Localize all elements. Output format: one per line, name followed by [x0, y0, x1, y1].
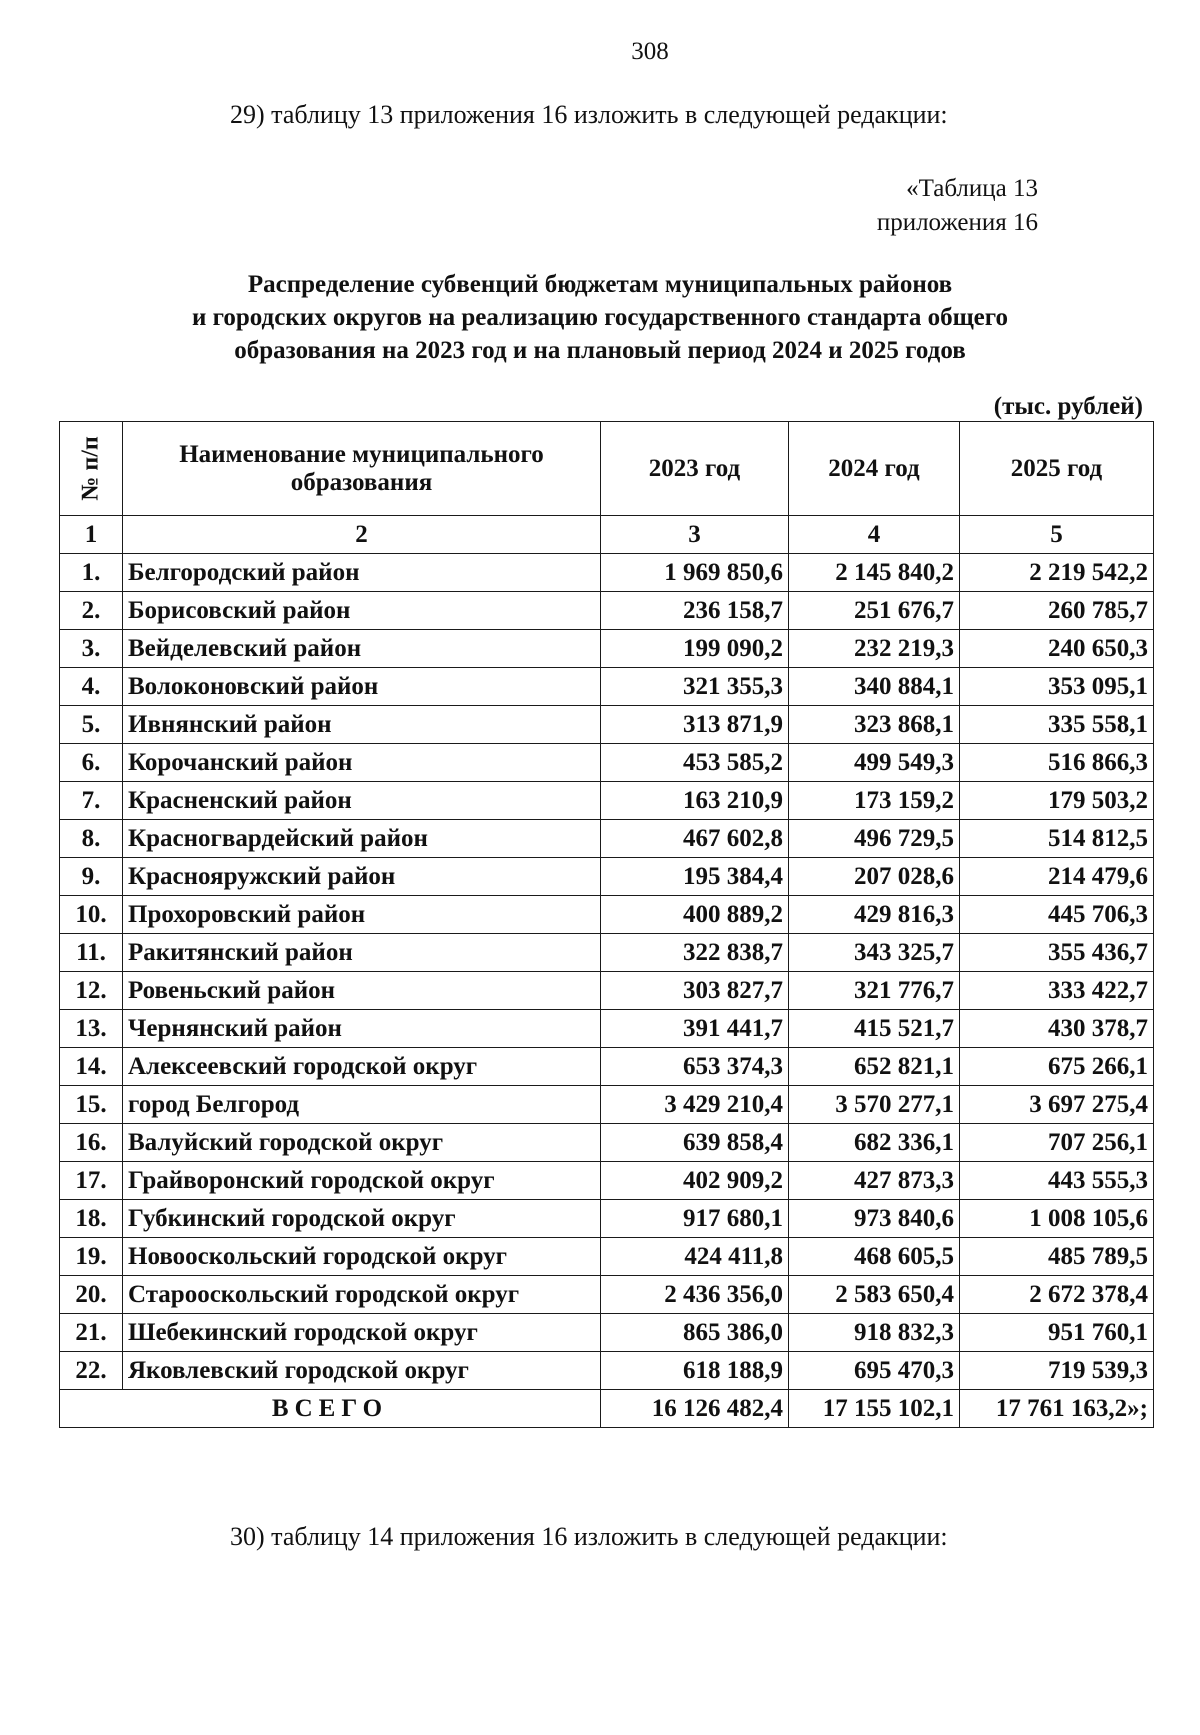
caption-line-1: «Таблица 13: [906, 175, 1038, 202]
value-2024: 173 159,2: [789, 782, 960, 820]
value-2023: 2 436 356,0: [601, 1276, 789, 1314]
row-number: 2.: [60, 592, 123, 630]
row-number: 5.: [60, 706, 123, 744]
value-2024: 652 821,1: [789, 1048, 960, 1086]
value-2025: 335 558,1: [960, 706, 1154, 744]
value-2024: 2 583 650,4: [789, 1276, 960, 1314]
header-2023: 2023 год: [601, 422, 789, 516]
municipality-name: Ровеньский район: [123, 972, 601, 1010]
table-row: [60, 896, 1154, 934]
value-2023: 322 838,7: [601, 934, 789, 972]
table-row: [60, 1124, 1154, 1162]
header-number-label: № п/п: [77, 436, 104, 501]
municipality-name: Старооскольский городской округ: [123, 1276, 601, 1314]
value-2024: 973 840,6: [789, 1200, 960, 1238]
municipality-name: Борисовский район: [123, 592, 601, 630]
subventions-table: [59, 421, 1154, 1428]
table-row: [60, 858, 1154, 896]
value-2024: 695 470,3: [789, 1352, 960, 1390]
table-row: [60, 1238, 1154, 1276]
table-row: [60, 1200, 1154, 1238]
total-2023: 16 126 482,4: [601, 1390, 789, 1428]
table-caption: [760, 172, 1038, 240]
municipality-name: Валуйский городской округ: [123, 1124, 601, 1162]
value-2024: 2 145 840,2: [789, 554, 960, 592]
table-row: [60, 592, 1154, 630]
caption-line-2: приложения 16: [876, 209, 1038, 236]
municipality-name: Чернянский район: [123, 1010, 601, 1048]
table-row: [60, 934, 1154, 972]
value-2025: 707 256,1: [960, 1124, 1154, 1162]
value-2024: 415 521,7: [789, 1010, 960, 1048]
value-2025: 516 866,3: [960, 744, 1154, 782]
value-2025: 1 008 105,6: [960, 1200, 1154, 1238]
value-2025: 353 095,1: [960, 668, 1154, 706]
value-2025: 675 266,1: [960, 1048, 1154, 1086]
table-row: [60, 1276, 1154, 1314]
value-2025: 333 422,7: [960, 972, 1154, 1010]
table-row: [60, 1086, 1154, 1124]
column-number: 4: [789, 516, 960, 554]
municipality-name: Вейделевский район: [123, 630, 601, 668]
value-2024: 323 868,1: [789, 706, 960, 744]
value-2025: 485 789,5: [960, 1238, 1154, 1276]
value-2023: 321 355,3: [601, 668, 789, 706]
municipality-name: Губкинский городской округ: [123, 1200, 601, 1238]
column-number: 2: [123, 516, 601, 554]
table-row: [60, 1352, 1154, 1390]
row-number: 19.: [60, 1238, 123, 1276]
page-number: 308: [631, 38, 669, 65]
table-row: [60, 706, 1154, 744]
municipality-name: Красненский район: [123, 782, 601, 820]
value-2024: 321 776,7: [789, 972, 960, 1010]
value-2024: 3 570 277,1: [789, 1086, 960, 1124]
row-number: 7.: [60, 782, 123, 820]
value-2025: 240 650,3: [960, 630, 1154, 668]
value-2025: 2 219 542,2: [960, 554, 1154, 592]
row-number: 13.: [60, 1010, 123, 1048]
total-2024: 17 155 102,1: [789, 1390, 960, 1428]
row-number: 21.: [60, 1314, 123, 1352]
value-2025: 214 479,6: [960, 858, 1154, 896]
header-2024: 2024 год: [789, 422, 960, 516]
municipality-name: Белгородский район: [123, 554, 601, 592]
value-2024: 496 729,5: [789, 820, 960, 858]
municipality-name: Шебекинский городской округ: [123, 1314, 601, 1352]
table-row: [60, 820, 1154, 858]
value-2023: 313 871,9: [601, 706, 789, 744]
value-2023: 400 889,2: [601, 896, 789, 934]
municipality-name: Новооскольский городской округ: [123, 1238, 601, 1276]
row-number: 10.: [60, 896, 123, 934]
municipality-name: Волоконовский район: [123, 668, 601, 706]
value-2024: 429 816,3: [789, 896, 960, 934]
value-2024: 232 219,3: [789, 630, 960, 668]
value-2024: 918 832,3: [789, 1314, 960, 1352]
row-number: 14.: [60, 1048, 123, 1086]
column-number-row: [60, 516, 1154, 554]
municipality-name: Алексеевский городской округ: [123, 1048, 601, 1086]
row-number: 11.: [60, 934, 123, 972]
table-row: [60, 1162, 1154, 1200]
row-number: 3.: [60, 630, 123, 668]
table-row: [60, 744, 1154, 782]
value-2024: 499 549,3: [789, 744, 960, 782]
municipality-name: Краснояружский район: [123, 858, 601, 896]
municipality-name: Ракитянский район: [123, 934, 601, 972]
value-2024: 468 605,5: [789, 1238, 960, 1276]
table-row: [60, 630, 1154, 668]
value-2025: 2 672 378,4: [960, 1276, 1154, 1314]
value-2025: 719 539,3: [960, 1352, 1154, 1390]
value-2023: 453 585,2: [601, 744, 789, 782]
table-header-row: [60, 422, 1154, 516]
row-number: 9.: [60, 858, 123, 896]
value-2024: 207 028,6: [789, 858, 960, 896]
table-row: [60, 1048, 1154, 1086]
value-2024: 682 336,1: [789, 1124, 960, 1162]
header-name: Наименование муниципального образования: [123, 422, 601, 516]
row-number: 1.: [60, 554, 123, 592]
municipality-name: Ивнянский район: [123, 706, 601, 744]
value-2025: 430 378,7: [960, 1010, 1154, 1048]
outro-paragraph: 30) таблицу 14 приложения 16 изложить в следующей редакции:: [230, 1522, 948, 1551]
value-2023: 424 411,8: [601, 1238, 789, 1276]
value-2023: 917 680,1: [601, 1200, 789, 1238]
column-number: 5: [960, 516, 1154, 554]
value-2023: 653 374,3: [601, 1048, 789, 1086]
value-2024: 427 873,3: [789, 1162, 960, 1200]
table-row: [60, 554, 1154, 592]
value-2023: 639 858,4: [601, 1124, 789, 1162]
intro-paragraph: 29) таблицу 13 приложения 16 изложить в следующей редакции:: [230, 100, 948, 129]
value-2023: 195 384,4: [601, 858, 789, 896]
row-number: 6.: [60, 744, 123, 782]
value-2023: 163 210,9: [601, 782, 789, 820]
row-number: 12.: [60, 972, 123, 1010]
row-number: 17.: [60, 1162, 123, 1200]
column-number: 1: [60, 516, 123, 554]
value-2025: 445 706,3: [960, 896, 1154, 934]
value-2024: 251 676,7: [789, 592, 960, 630]
title-line-1: Распределение субвенций бюджетам муниципальных районов: [247, 271, 953, 298]
value-2023: 865 386,0: [601, 1314, 789, 1352]
table-row: [60, 1010, 1154, 1048]
total-row: [60, 1390, 1154, 1428]
municipality-name: Корочанский район: [123, 744, 601, 782]
row-number: 22.: [60, 1352, 123, 1390]
value-2024: 343 325,7: [789, 934, 960, 972]
table-row: [60, 782, 1154, 820]
value-2025: 951 760,1: [960, 1314, 1154, 1352]
total-2025: 17 761 163,2»;: [960, 1390, 1154, 1428]
municipality-name: Яковлевский городской округ: [123, 1352, 601, 1390]
value-2025: 443 555,3: [960, 1162, 1154, 1200]
table-body: [60, 554, 1154, 1390]
value-2025: 3 697 275,4: [960, 1086, 1154, 1124]
value-2023: 1 969 850,6: [601, 554, 789, 592]
value-2025: 179 503,2: [960, 782, 1154, 820]
value-2023: 3 429 210,4: [601, 1086, 789, 1124]
row-number: 8.: [60, 820, 123, 858]
value-2023: 391 441,7: [601, 1010, 789, 1048]
units-label: (тыс. рублей): [993, 393, 1143, 420]
title-line-2: и городских округов на реализацию государственного стандарта общего: [191, 304, 1009, 331]
table-row: [60, 668, 1154, 706]
value-2023: 303 827,7: [601, 972, 789, 1010]
municipality-name: город Белгород: [123, 1086, 601, 1124]
total-label: ВСЕГО: [60, 1390, 601, 1428]
row-number: 18.: [60, 1200, 123, 1238]
value-2023: 467 602,8: [601, 820, 789, 858]
value-2025: 514 812,5: [960, 820, 1154, 858]
header-number: [60, 422, 123, 516]
municipality-name: Грайворонский городской округ: [123, 1162, 601, 1200]
value-2025: 355 436,7: [960, 934, 1154, 972]
column-number: 3: [601, 516, 789, 554]
row-number: 16.: [60, 1124, 123, 1162]
title-line-3: образования на 2023 год и на плановый период 2024 и 2025 годов: [234, 337, 966, 364]
municipality-name: Прохоровский район: [123, 896, 601, 934]
value-2023: 199 090,2: [601, 630, 789, 668]
value-2023: 402 909,2: [601, 1162, 789, 1200]
value-2023: 618 188,9: [601, 1352, 789, 1390]
value-2025: 260 785,7: [960, 592, 1154, 630]
value-2023: 236 158,7: [601, 592, 789, 630]
row-number: 4.: [60, 668, 123, 706]
row-number: 20.: [60, 1276, 123, 1314]
row-number: 15.: [60, 1086, 123, 1124]
header-2025: 2025 год: [960, 422, 1154, 516]
table-row: [60, 972, 1154, 1010]
document-title: [100, 268, 1100, 367]
value-2024: 340 884,1: [789, 668, 960, 706]
municipality-name: Красногвардейский район: [123, 820, 601, 858]
table-row: [60, 1314, 1154, 1352]
